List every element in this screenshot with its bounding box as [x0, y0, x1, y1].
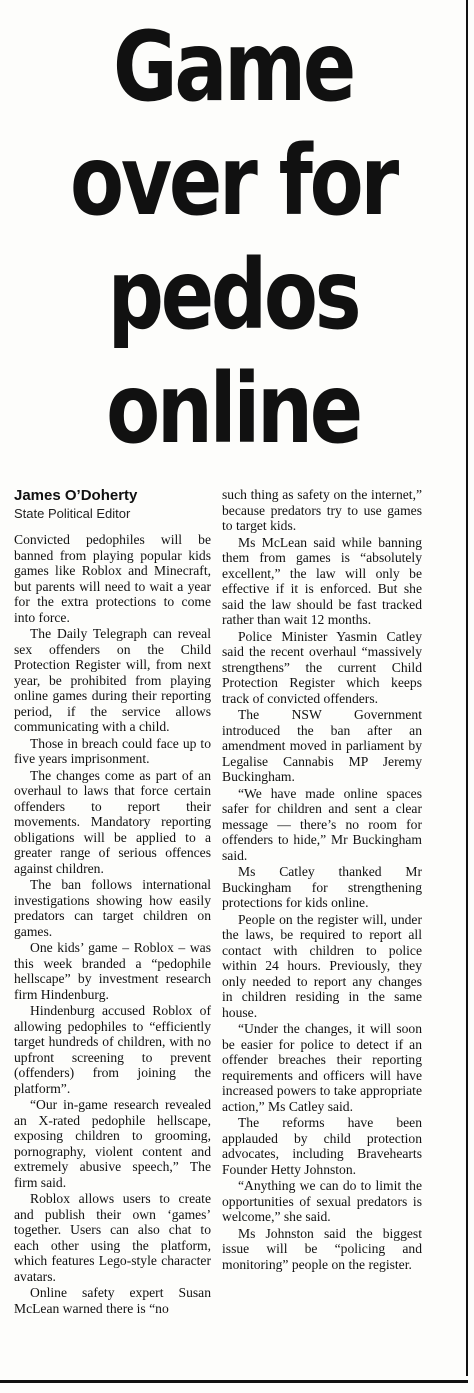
- article-paragraph: Hindenburg accused Roblox of allowing pedophiles to “efficiently target hundreds of children, with no upfront screening to prevent (offenders) from joining the platform”.: [14, 1003, 211, 1096]
- headline-line: online: [106, 353, 360, 465]
- article-paragraph: The ban follows international investigations showing how easily predators can target children on games.: [14, 877, 211, 939]
- article-paragraph: Ms Catley thanked Mr Buckingham for strengthening protections for kids online.: [222, 864, 422, 910]
- column-border-bottom: [0, 1380, 468, 1383]
- article-column-right: [222, 487, 422, 1273]
- column-border-right: [466, 0, 468, 1376]
- article-paragraph: One kids’ game – Roblox – was this week branded a “pedophile hellscape” by investment research firm Hindenburg.: [14, 940, 211, 1002]
- article-paragraph: The Daily Telegraph can reveal sex offenders on the Child Protection Register will, from next year, be prohibited from playing online games during their reporting period, if the service allows communicating with a child.: [14, 626, 211, 734]
- article-paragraph: Those in breach could face up to five years imprisonment.: [14, 735, 211, 766]
- byline: [14, 487, 214, 522]
- article-paragraph: Online safety expert Susan McLean warned there is “no: [14, 1285, 211, 1316]
- article-paragraph: Police Minister Yasmin Catley said the recent overhaul “massively strengthens” the current Child Protection Register which keeps track of convicted offenders.: [222, 628, 422, 706]
- headline-line: Game: [112, 11, 354, 123]
- article-paragraph: such thing as safety on the internet,” because predators try to use games to target kids.: [222, 487, 422, 533]
- article-paragraph: “We have made online spaces safer for children and sent a clear message — there’s no room for offenders to hide,” Mr Buckingham said.: [222, 785, 422, 863]
- article-paragraph: Convicted pedophiles will be banned from playing popular kids games like Roblox and Minecraft, but parents will need to wait a year for the extra protections to come into force.: [14, 532, 211, 625]
- author-name: James O’Doherty: [14, 487, 138, 504]
- article-paragraph: The reforms have been applauded by child protection advocates, including Bravehearts Founder Hetty Johnston.: [222, 1115, 422, 1177]
- article-paragraph: The NSW Government introduced the ban after an amendment moved in parliament by Legalise Cannabis MP Jeremy Buckingham.: [222, 707, 422, 784]
- article-column-left: [14, 532, 211, 1317]
- article-paragraph: “Under the changes, it will soon be easier for police to detect if an offender breaches their reporting requirements and officers will have increased powers to take appropriate action,” Ms Catley said.: [222, 1021, 422, 1114]
- article-paragraph: The changes come as part of an overhaul to laws that force certain offenders to report their movements. Mandatory reporting obligations will be applied to a greater range of serious offences against children.: [14, 767, 211, 876]
- author-role: State Political Editor: [14, 506, 131, 521]
- headline: [0, 10, 466, 466]
- article-paragraph: “Anything we can do to limit the opportunities of sexual predators is welcome,” she said.: [222, 1178, 422, 1224]
- headline-line: over for: [70, 125, 396, 237]
- headline-line: pedos: [107, 239, 359, 351]
- article-paragraph: Roblox allows users to create and publish their own ‘games’ together. Users can also chat to each other using the platform, which features Lego-style character avatars.: [14, 1191, 211, 1284]
- article-paragraph: Ms McLean said while banning them from games is “absolutely excellent,” the law will only be effective if it is enforced. But she said the law should be fast tracked rather than wait 12 months.: [222, 534, 422, 627]
- article-paragraph: Ms Johnston said the biggest issue will be “policing and monitoring” people on the register.: [222, 1225, 422, 1272]
- article-paragraph: People on the register will, under the laws, be required to report all contact with children to police within 24 hours. Previously, they only needed to report any changes in children residing in the same house.: [222, 911, 422, 1020]
- article-paragraph: “Our in-game research revealed an X-rated pedophile hellscape, exposing children to grooming, pornography, violent content and extremely abusive speech,” The firm said.: [14, 1097, 211, 1190]
